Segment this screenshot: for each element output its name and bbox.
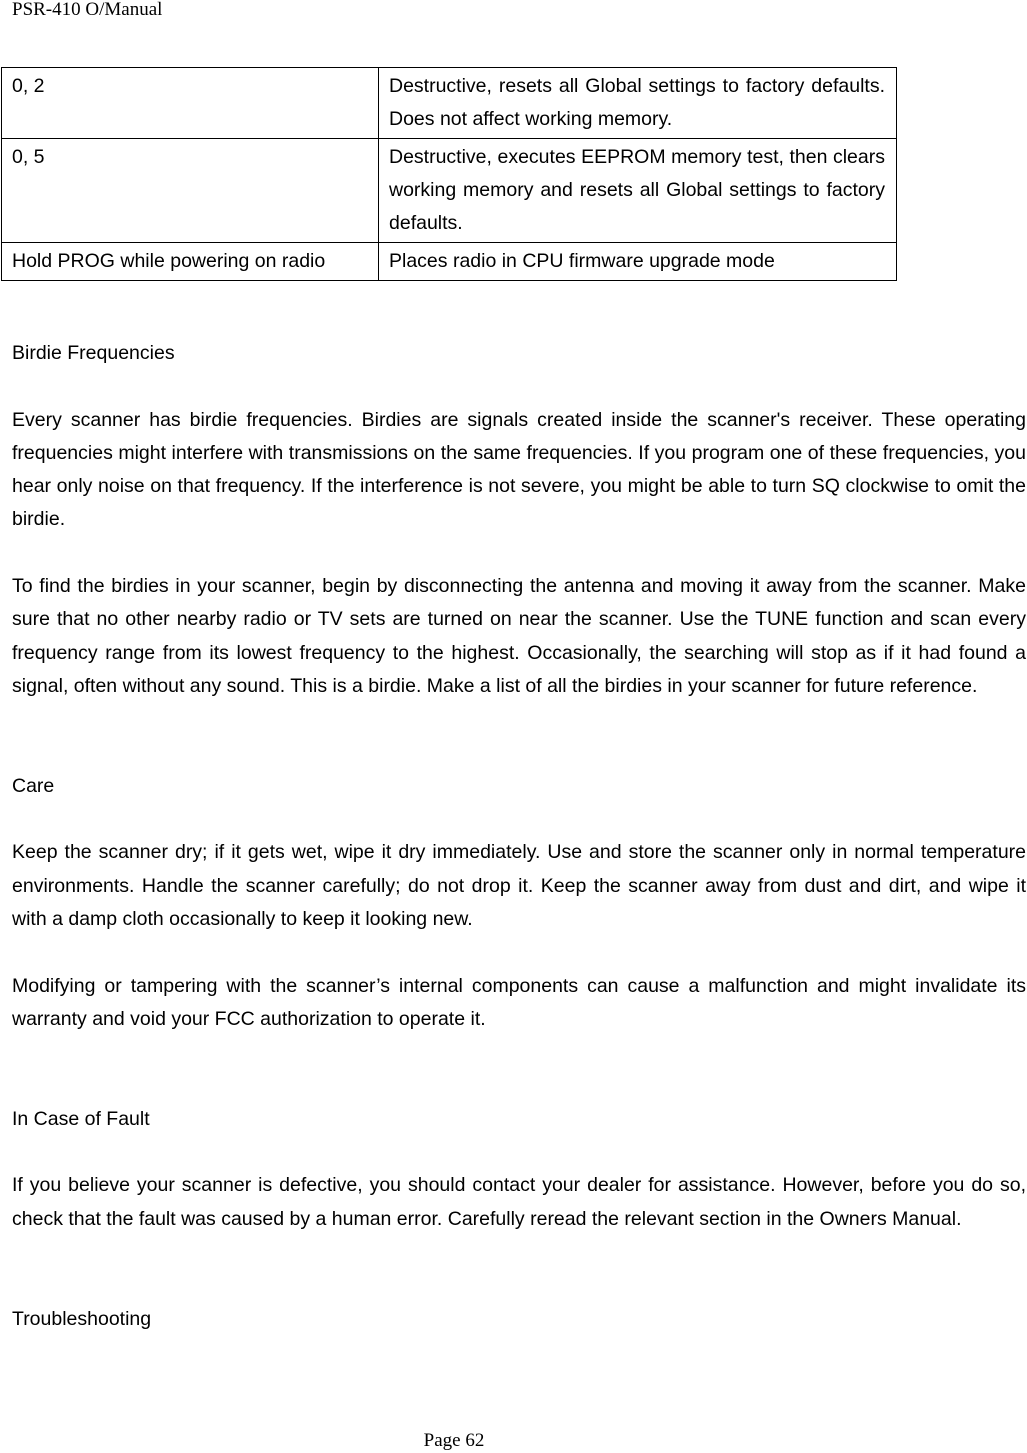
birdie-paragraph-2: To find the birdies in your scanner, begin by disconnecting the antenna and moving it away from the scanner. Make sure that no other nearby radio or TV sets are turned on near the scanner. Use the TUNE function and scan every frequency range from its lowest frequency to the highest. Occasionally, the searching will stop as if it had found a signal, often without any sound. This is a birdie. Make a list of all the birdies in your scanner for future reference. (12, 575, 1026, 697)
description-cell: Destructive, resets all Global settings to factory defaults. Does not affect working memory. (379, 68, 897, 139)
table-row (2, 243, 897, 281)
section-heading-troubleshooting: Troubleshooting (12, 1307, 152, 1330)
table-row (2, 139, 897, 243)
description-cell: Places radio in CPU firmware upgrade mode (379, 243, 897, 281)
care-paragraph-1: Keep the scanner dry; if it gets wet, wipe it dry immediately. Use and store the scanner only in normal temperature environments. Handle the scanner carefully; do not drop it. Keep the scanner away from dust and dirt, and wipe it with a damp cloth occasionally to keep it looking new. (12, 841, 1026, 931)
description-cell: Destructive, executes EEPROM memory test, then clears working memory and resets all Global settings to factory defaults. (379, 139, 897, 243)
section-heading-fault: In Case of Fault (12, 1107, 150, 1130)
table-row (2, 68, 897, 139)
birdie-paragraph-1: Every scanner has birdie frequencies. Birdies are signals created inside the scanner's receiver. These operating frequencies might interfere with transmissions on the same frequencies. If you program one of these frequencies, you hear only noise on that frequency. If the interference is not severe, you might be able to turn SQ clockwise to omit the birdie. (12, 408, 1026, 531)
key-combo-cell: 0, 5 (2, 139, 379, 243)
fault-paragraph-1: If you believe your scanner is defective, you should contact your dealer for assistance. However, before you do so, check that the fault was caused by a human error. Carefully reread the relevant section in the Owners Manual. (12, 1174, 1026, 1230)
section-heading-birdie: Birdie Frequencies (12, 342, 175, 364)
key-combo-cell: 0, 2 (2, 68, 379, 139)
care-paragraph-2: Modifying or tampering with the scanner’s internal components can cause a malfunction and might invalidate its warranty and void your FCC authorization to operate it. (12, 974, 1026, 1030)
section-heading-care: Care (12, 774, 55, 797)
document-body (12, 337, 1026, 1336)
key-combo-cell: Hold PROG while powering on radio (2, 243, 379, 281)
document-header: PSR-410 O/Manual (12, 0, 163, 20)
key-command-table (1, 67, 897, 281)
page-number: Page 62 (423, 1430, 485, 1451)
